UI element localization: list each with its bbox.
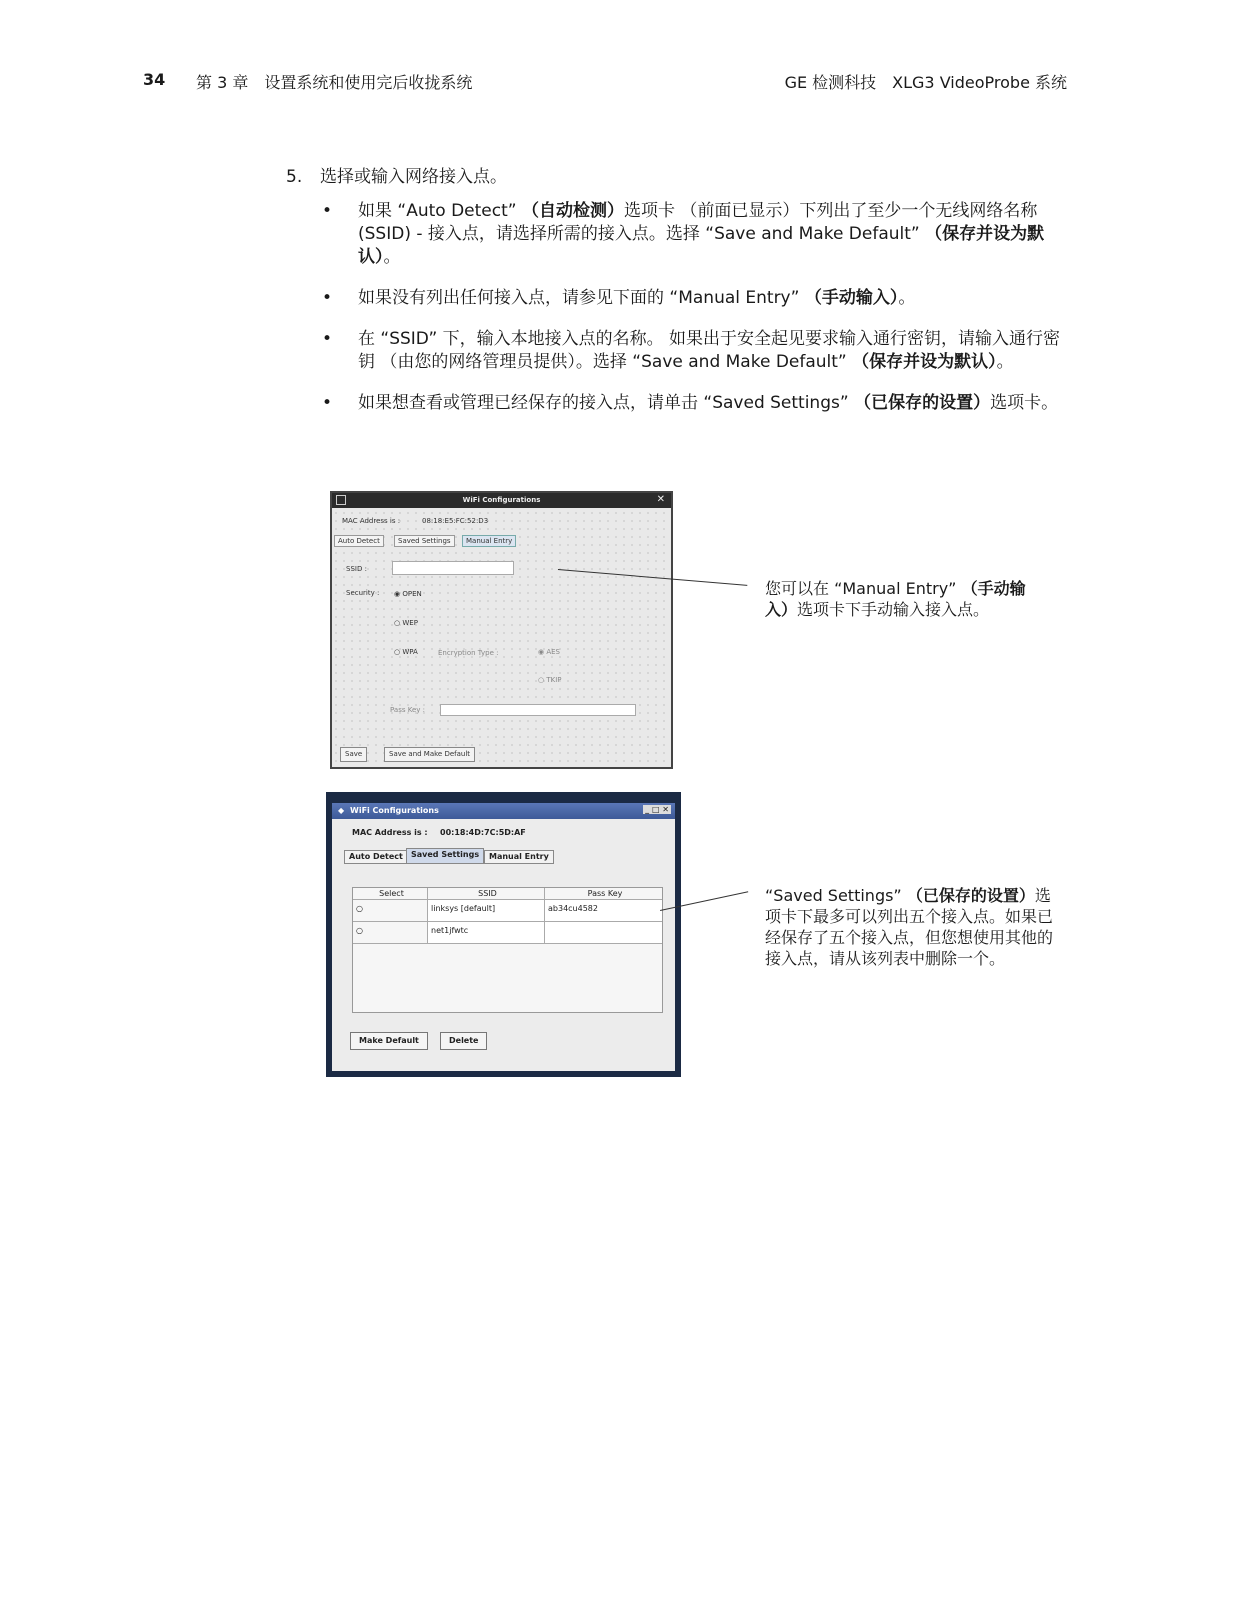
callout-manual-entry — [765, 578, 1045, 620]
row-select-radio[interactable]: ○ — [353, 900, 428, 922]
mac-label: MAC Address is : — [352, 828, 428, 837]
cell-passkey: ab34cu4582 — [545, 900, 662, 922]
cell-ssid: net1jfwtc — [428, 922, 545, 944]
tab-auto-detect[interactable]: Auto Detect — [344, 850, 408, 864]
callout-text: “Saved Settings” — [765, 886, 907, 905]
save-button[interactable]: Save — [340, 747, 367, 762]
tab-saved-settings[interactable]: Saved Settings — [394, 535, 455, 547]
bullet-text: 。 — [996, 352, 1014, 372]
bullet-mark: • — [322, 393, 333, 413]
window-title: WiFi Configurations — [462, 496, 541, 504]
column-header-select: Select — [353, 888, 428, 900]
bullet-item — [322, 287, 1067, 310]
radio-tkip[interactable]: ○ TKIP — [538, 676, 562, 684]
radio-aes-label: AES — [546, 648, 560, 656]
row-select-radio[interactable]: ○ — [353, 922, 428, 944]
window-controls-icon[interactable]: _ □ ✕ — [645, 805, 669, 814]
save-and-make-default-button[interactable]: Save and Make Default — [384, 747, 475, 762]
bullet-bold: （手动输入） — [804, 288, 899, 308]
mac-value: 00:18:4D:7C:5D:AF — [440, 828, 526, 837]
bullet-text: 如果没有列出任何接入点，请参见下面的 “Manual Entry” — [358, 288, 805, 308]
ssid-input[interactable] — [392, 561, 514, 575]
radio-wpa-label: WPA — [402, 648, 418, 656]
bullet-text: 如果想查看或管理已经保存的接入点，请单击 “Saved Settings” — [358, 393, 855, 413]
make-default-button[interactable]: Make Default — [350, 1032, 428, 1050]
bullet-text: 选项卡 （前面已显示）下列出了至少一个无线网络名称 (SSID) - 接入点，请选择所需的接入点。选择 “Save and Make Default” — [358, 201, 1038, 244]
window-title: WiFi Configurations — [350, 806, 439, 815]
passkey-input[interactable] — [440, 704, 636, 716]
callout-text: 选项卡下手动输入接入点。 — [797, 600, 990, 619]
bullet-bold: （保存并设为默认） — [852, 352, 997, 372]
bullet-mark: • — [322, 201, 333, 221]
chapter-title: 第 3 章 设置系统和使用完后收拢系统 — [196, 73, 473, 92]
bullet-text: 选项卡。 — [990, 393, 1059, 413]
bullet-text: 。 — [383, 247, 401, 267]
radio-open-label: OPEN — [402, 590, 422, 598]
ssid-label: SSID : — [346, 565, 367, 573]
bullet-mark: • — [322, 329, 333, 349]
cell-passkey — [545, 922, 662, 944]
passkey-label: Pass Key : — [390, 706, 425, 714]
callout-text: 选项卡下最多可以列出五个接入点。如果已经保存了五个接入点，但您想使用其他的接入点，请从该列表中删除一个。 — [765, 886, 1054, 968]
tab-manual-entry[interactable]: Manual Entry — [484, 850, 554, 864]
mac-label: MAC Address is : — [342, 517, 401, 525]
product-title: GE 检测科技 XLG3 VideoProbe 系统 — [784, 73, 1067, 92]
window-body — [332, 804, 675, 1071]
bullet-text: 在 “SSID” 下，输入本地接入点的名称。 如果出于安全起见要求输入通行密钥，请输入通行密钥 （由您的网络管理员提供）。选择 “Save and Make Default” — [358, 329, 1061, 372]
bullet-bold: （已保存的设置） — [854, 393, 991, 413]
step-number: 5. — [286, 167, 303, 187]
radio-wpa[interactable]: ○ WPA — [394, 648, 418, 656]
callout-bold: （已保存的设置） — [906, 886, 1035, 905]
step-5 — [286, 162, 507, 187]
delete-button[interactable]: Delete — [440, 1032, 487, 1050]
bullet-text: 。 — [898, 288, 916, 308]
bullet-item — [322, 392, 1067, 415]
security-label: Security : — [346, 589, 380, 597]
cell-ssid: linksys [default] — [428, 900, 545, 922]
window-titlebar — [332, 803, 675, 819]
tab-auto-detect[interactable]: Auto Detect — [334, 535, 384, 547]
radio-open[interactable]: ◉ OPEN — [394, 590, 422, 598]
column-header-ssid: SSID — [428, 888, 545, 900]
step-text: 选择或输入网络接入点。 — [320, 167, 507, 187]
callout-saved-settings — [765, 885, 1060, 969]
bullet-bold: （保存并设为默认） — [358, 224, 1045, 267]
window-titlebar — [332, 493, 671, 508]
tab-saved-settings[interactable]: Saved Settings — [406, 848, 484, 864]
close-icon[interactable]: ✕ — [656, 494, 665, 505]
manual-entry-screenshot — [330, 491, 673, 769]
column-header-passkey: Pass Key — [545, 888, 662, 900]
encryption-type-label: Encryption Type : — [438, 649, 499, 657]
radio-wep-label: WEP — [402, 619, 418, 627]
radio-aes[interactable]: ◉ AES — [538, 648, 560, 656]
callout-bold: （手动输入） — [765, 579, 1026, 619]
bullet-text: 如果 “Auto Detect” — [358, 201, 522, 221]
tab-manual-entry[interactable]: Manual Entry — [462, 535, 516, 547]
saved-settings-screenshot — [326, 792, 681, 1077]
bullet-item — [322, 328, 1067, 374]
bullet-list — [322, 200, 1067, 433]
callout-text: 您可以在 “Manual Entry” — [765, 579, 962, 598]
bullet-bold: （自动检测） — [521, 201, 624, 221]
page-number: 34 — [143, 70, 166, 89]
app-icon: ◆ — [338, 806, 345, 815]
radio-tkip-label: TKIP — [546, 676, 562, 684]
bullet-item — [322, 200, 1067, 269]
radio-wep[interactable]: ○ WEP — [394, 619, 418, 627]
saved-settings-table — [352, 887, 663, 1013]
bullet-mark: • — [322, 288, 333, 308]
mac-value: 08:18:E5:FC:52:D3 — [422, 517, 489, 525]
